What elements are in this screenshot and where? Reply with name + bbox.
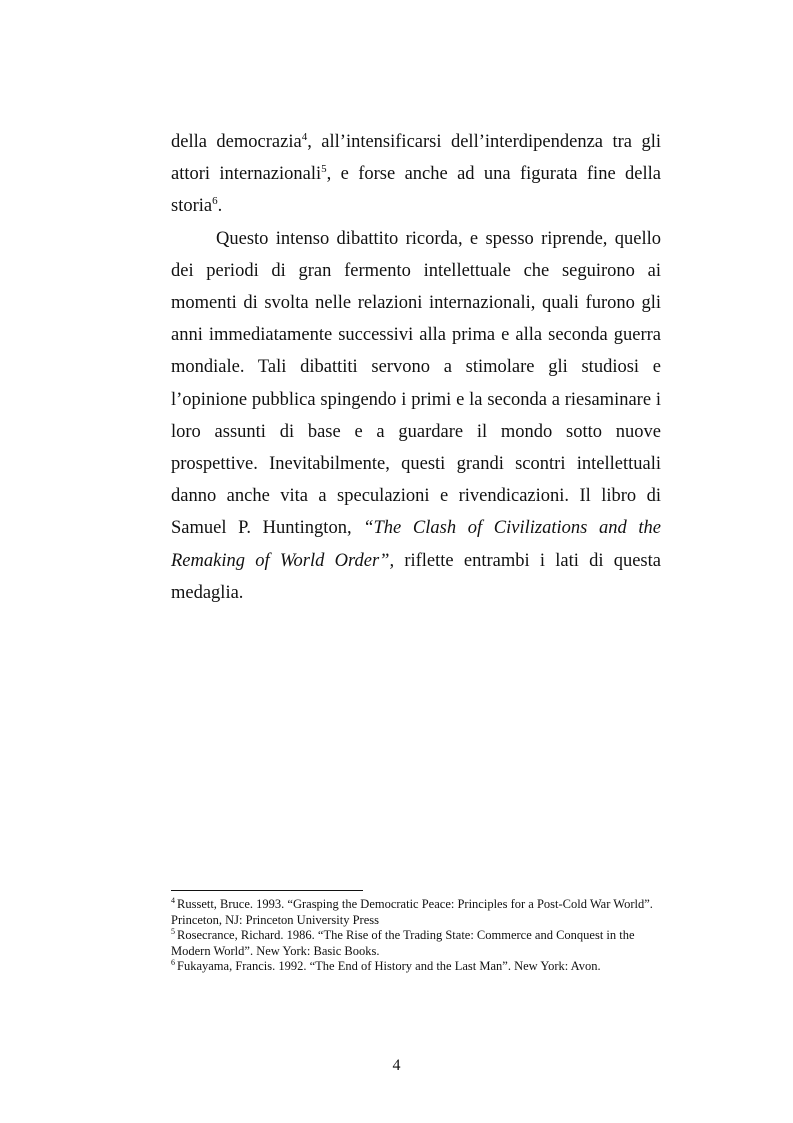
footnote-separator xyxy=(171,890,363,891)
footnote-number: 4 xyxy=(171,895,175,905)
footnote-number: 6 xyxy=(171,958,175,968)
footnote-text: Russett, Bruce. 1993. “Grasping the Democratic Peace: Principles for a Post-Cold War World”. Princeton, NJ: Princeton University Press xyxy=(171,897,653,927)
footnote-number: 5 xyxy=(171,927,175,937)
footnote-reference: 6 xyxy=(212,195,218,208)
footnote-reference: 4 xyxy=(301,130,308,143)
paragraph-text: della democrazia xyxy=(171,132,302,152)
paragraph-continuation xyxy=(171,126,661,223)
footnote-text: Fukayama, Francis. 1992. “The End of History and the Last Man”. New York: Avon. xyxy=(177,959,601,974)
paragraph xyxy=(171,223,661,609)
paragraph-text: , all’intensificarsi dell’interdipendenza tra gli attori internazionali xyxy=(171,132,661,185)
paragraph-text: riflette entrambi i lati di questa medaglia. xyxy=(171,550,661,603)
footnote xyxy=(171,928,661,959)
footnotes xyxy=(171,897,661,975)
paragraph-text: . xyxy=(217,196,223,217)
footnote xyxy=(171,897,661,928)
paragraph-text: , e forse anche ad una figurata fine della storia xyxy=(171,164,661,217)
main-text xyxy=(171,126,661,609)
paragraph-text: Questo intenso dibattito ricorda, e spesso riprende, quello dei periodi di gran fermento intellettuale che seguirono ai momenti di svolta nelle relazioni internazionali, quali furono gli anni immediatamente successivi alla prima e alla seconda guerra mondiale. Tali dibattiti servono a stimolare gli studiosi e l’opinione pubblica spingendo i primi e la seconda a riesaminare i loro assunti di base e a guardare il mondo sotto nuove prospettive. Inevitabilmente, questi grandi scontri intellettuali danno anche vita a speculazioni e rivendicazioni. Il libro di Samuel P. Huntington, xyxy=(171,228,661,539)
footnote-reference: 5 xyxy=(321,163,327,176)
page-number: 4 xyxy=(392,1057,401,1074)
footnote xyxy=(171,959,661,975)
footnote-text: Rosecrance, Richard. 1986. “The Rise of the Trading State: Commerce and Conquest in the Modern World”. New York: Basic Books. xyxy=(171,928,635,958)
book-title: “The Clash of Civilizations and the Remaking of World Order”, xyxy=(171,518,662,571)
